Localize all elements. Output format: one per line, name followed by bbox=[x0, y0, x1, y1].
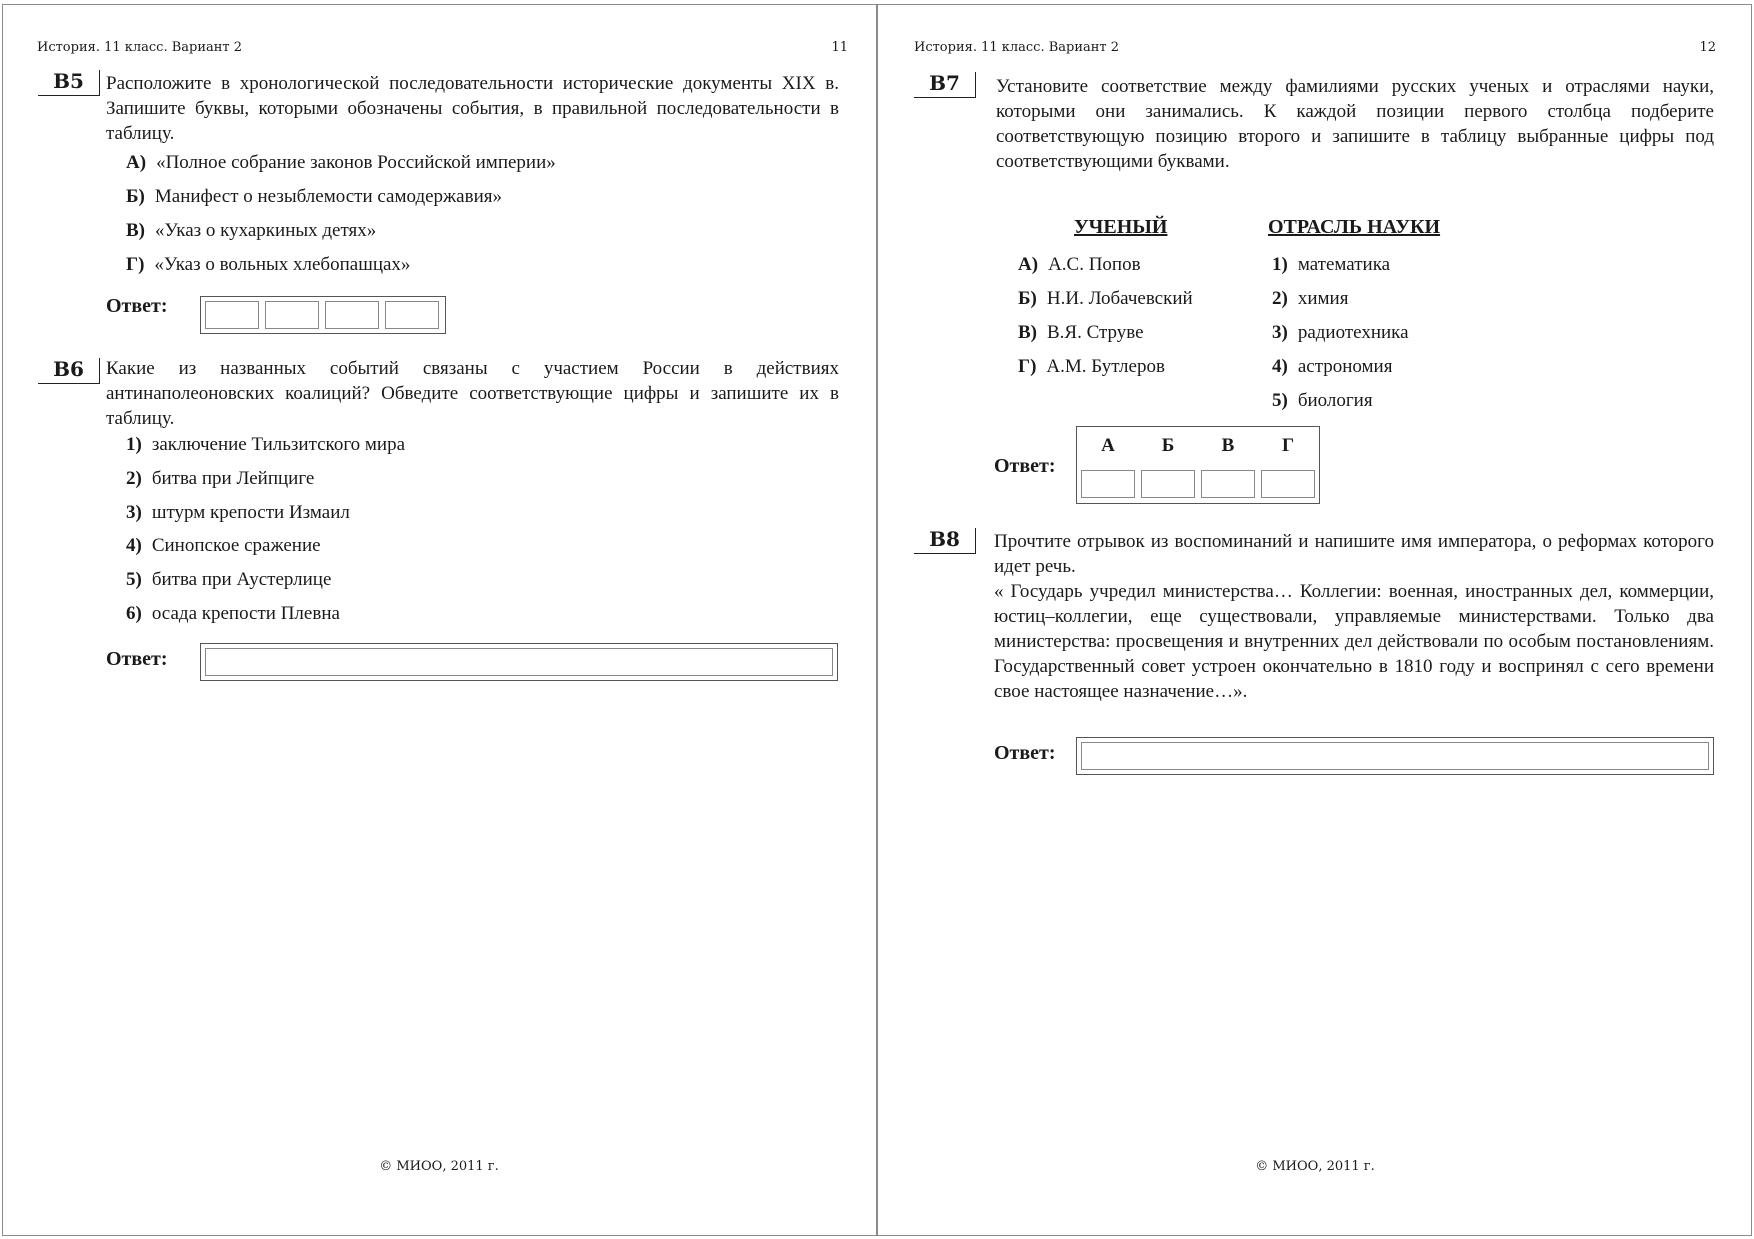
b6-item-key: 2) bbox=[126, 468, 142, 489]
b5-item-text: «Указ о вольных хлебопашцах» bbox=[154, 254, 411, 275]
b7-scientist-key: А) bbox=[1018, 254, 1039, 275]
task-b8-quote: « Государь учредил министерства… Коллегии: военная, иностранных дел, коммерции, юстиц–коллегии, еще существовали, управляемые министерствами. Только два министерства: просвещения и внутренних дел действовали по особым постановлениям. Государственный совет устроен окончательно в 1810 году и воспринял с сего времени свое настоящее назначение…». bbox=[994, 581, 1714, 702]
col-head-scientist: УЧЕНЫЙ bbox=[1074, 216, 1168, 238]
b6-item-text: осада крепости Плевна bbox=[151, 603, 340, 624]
b5-answer-cell[interactable] bbox=[265, 301, 319, 329]
b7-grid-letter: В bbox=[1221, 435, 1235, 456]
b7-scientist-name: Н.И. Лобачевский bbox=[1046, 288, 1193, 309]
b6-item-key: 6) bbox=[126, 603, 142, 624]
b7-scientist-key: Б) bbox=[1018, 288, 1037, 309]
b6-item-text: заключение Тильзитского мира bbox=[151, 434, 406, 455]
b6-answer-input[interactable] bbox=[205, 648, 833, 676]
b6-item-6 bbox=[126, 603, 340, 625]
b7-answer-label: Ответ: bbox=[994, 455, 1056, 477]
b7-answer-cell[interactable] bbox=[1261, 470, 1315, 498]
b5-item-text: «Полное собрание законов Российской империи» bbox=[156, 152, 556, 173]
col-head-field: ОТРАСЛЬ НАУКИ bbox=[1268, 216, 1441, 238]
b6-item-key: 3) bbox=[126, 502, 142, 523]
b6-item-text: битва при Лейпциге bbox=[151, 468, 315, 489]
page-number: 11 bbox=[831, 40, 848, 55]
b6-item-text: Синопское сражение bbox=[151, 535, 321, 556]
b7-field-key: 5) bbox=[1272, 390, 1288, 411]
b8-answer-input[interactable] bbox=[1081, 742, 1709, 770]
b7-scientist-b bbox=[1018, 288, 1193, 310]
page-number: 12 bbox=[1699, 40, 1716, 55]
left-page bbox=[2, 4, 876, 1236]
b5-answer-cell[interactable] bbox=[205, 301, 259, 329]
b7-grid-letter: Г bbox=[1281, 435, 1295, 456]
b5-item-text: Манифест о незыблемости самодержавия» bbox=[154, 186, 502, 207]
task-label-b5: В5 bbox=[38, 70, 100, 96]
b8-answer-label: Ответ: bbox=[994, 742, 1056, 764]
b5-answer-cell[interactable] bbox=[385, 301, 439, 329]
footer-copyright: © МИОО, 2011 г. bbox=[1255, 1159, 1375, 1174]
b7-grid-letter: А bbox=[1101, 435, 1115, 456]
b7-field-key: 4) bbox=[1272, 356, 1288, 377]
task-label-b8: В8 bbox=[914, 528, 976, 554]
task-b8-intro: Прочтите отрывок из воспоминаний и напишите имя императора, о реформах которого идет речь. bbox=[994, 531, 1714, 577]
b7-scientist-name: В.Я. Струве bbox=[1047, 322, 1144, 343]
b6-item-4 bbox=[126, 535, 321, 557]
b5-answer-label: Ответ: bbox=[106, 295, 168, 317]
right-page bbox=[878, 4, 1752, 1236]
b5-item-key: В) bbox=[126, 220, 145, 241]
b6-item-key: 5) bbox=[126, 569, 142, 590]
b7-field-name: астрономия bbox=[1297, 356, 1393, 377]
task-b5-text: Расположите в хронологической последовательности исторические документы XIX в. Запишите буквы, которыми обозначены события, в правильной последовательности в таблицу. bbox=[106, 73, 839, 144]
b7-field-name: математика bbox=[1297, 254, 1391, 275]
b7-field-4 bbox=[1272, 356, 1392, 378]
b6-item-text: битва при Аустерлице bbox=[151, 569, 332, 590]
task-b6-text: Какие из названных событий связаны с участием России в действиях антинаполеоновских коалиций? Обведите соответствующие цифры и запишите их в таблицу. bbox=[106, 358, 839, 429]
b7-scientist-key: Г) bbox=[1018, 356, 1037, 377]
b6-item-5 bbox=[126, 569, 331, 591]
header-title: История. 11 класс. Вариант 2 bbox=[37, 40, 243, 55]
b7-scientist-g bbox=[1018, 356, 1165, 378]
b5-item-g bbox=[126, 254, 410, 276]
b7-field-name: радиотехника bbox=[1297, 322, 1409, 343]
b6-item-2 bbox=[126, 468, 314, 490]
task-label-b7: В7 bbox=[914, 72, 976, 98]
b6-item-1 bbox=[126, 434, 405, 456]
b6-item-text: штурм крепости Измаил bbox=[151, 502, 350, 523]
b7-field-key: 1) bbox=[1272, 254, 1288, 275]
task-label-b6: В6 bbox=[38, 358, 100, 384]
task-b7-text: Установите соответствие между фамилиями русских ученых и отраслями науки, которыми они занимались. К каждой позиции первого столбца подберите соответствующую позицию второго и запишите в таблицу выбранные цифры под соответствующими буквами. bbox=[996, 76, 1714, 172]
b7-field-2 bbox=[1272, 288, 1348, 310]
b7-grid-letter: Б bbox=[1161, 435, 1175, 456]
b6-item-key: 1) bbox=[126, 434, 142, 455]
b7-field-name: биология bbox=[1297, 390, 1373, 411]
b6-item-3 bbox=[126, 502, 350, 524]
b7-field-key: 3) bbox=[1272, 322, 1288, 343]
b7-scientist-name: А.М. Бутлеров bbox=[1046, 356, 1165, 377]
b7-answer-cell[interactable] bbox=[1141, 470, 1195, 498]
b5-item-b bbox=[126, 186, 502, 208]
b7-field-5 bbox=[1272, 390, 1373, 412]
b7-field-name: химия bbox=[1297, 288, 1349, 309]
b7-field-1 bbox=[1272, 254, 1390, 276]
b5-item-a bbox=[126, 152, 556, 174]
b8-answer-field bbox=[1076, 737, 1714, 775]
b7-field-3 bbox=[1272, 322, 1409, 344]
b5-item-key: Б) bbox=[126, 186, 145, 207]
b5-answer-grid bbox=[200, 296, 446, 334]
b7-scientist-name: А.С. Попов bbox=[1048, 254, 1141, 275]
b7-answer-cell[interactable] bbox=[1081, 470, 1135, 498]
b6-answer-label: Ответ: bbox=[106, 648, 168, 670]
b5-item-v bbox=[126, 220, 376, 242]
header-title: История. 11 класс. Вариант 2 bbox=[914, 40, 1120, 55]
b7-scientist-a bbox=[1018, 254, 1141, 276]
b5-item-key: А) bbox=[126, 152, 147, 173]
b6-item-key: 4) bbox=[126, 535, 142, 556]
b5-item-key: Г) bbox=[126, 254, 145, 275]
b5-item-text: «Указ о кухаркиных детях» bbox=[155, 220, 377, 241]
b7-answer-cell[interactable] bbox=[1201, 470, 1255, 498]
b7-answer-grid bbox=[1076, 426, 1320, 504]
b7-scientist-v bbox=[1018, 322, 1144, 344]
b6-answer-field bbox=[200, 643, 838, 681]
b7-scientist-key: В) bbox=[1018, 322, 1037, 343]
footer-copyright: © МИОО, 2011 г. bbox=[379, 1159, 499, 1174]
b5-answer-cell[interactable] bbox=[325, 301, 379, 329]
b7-field-key: 2) bbox=[1272, 288, 1288, 309]
